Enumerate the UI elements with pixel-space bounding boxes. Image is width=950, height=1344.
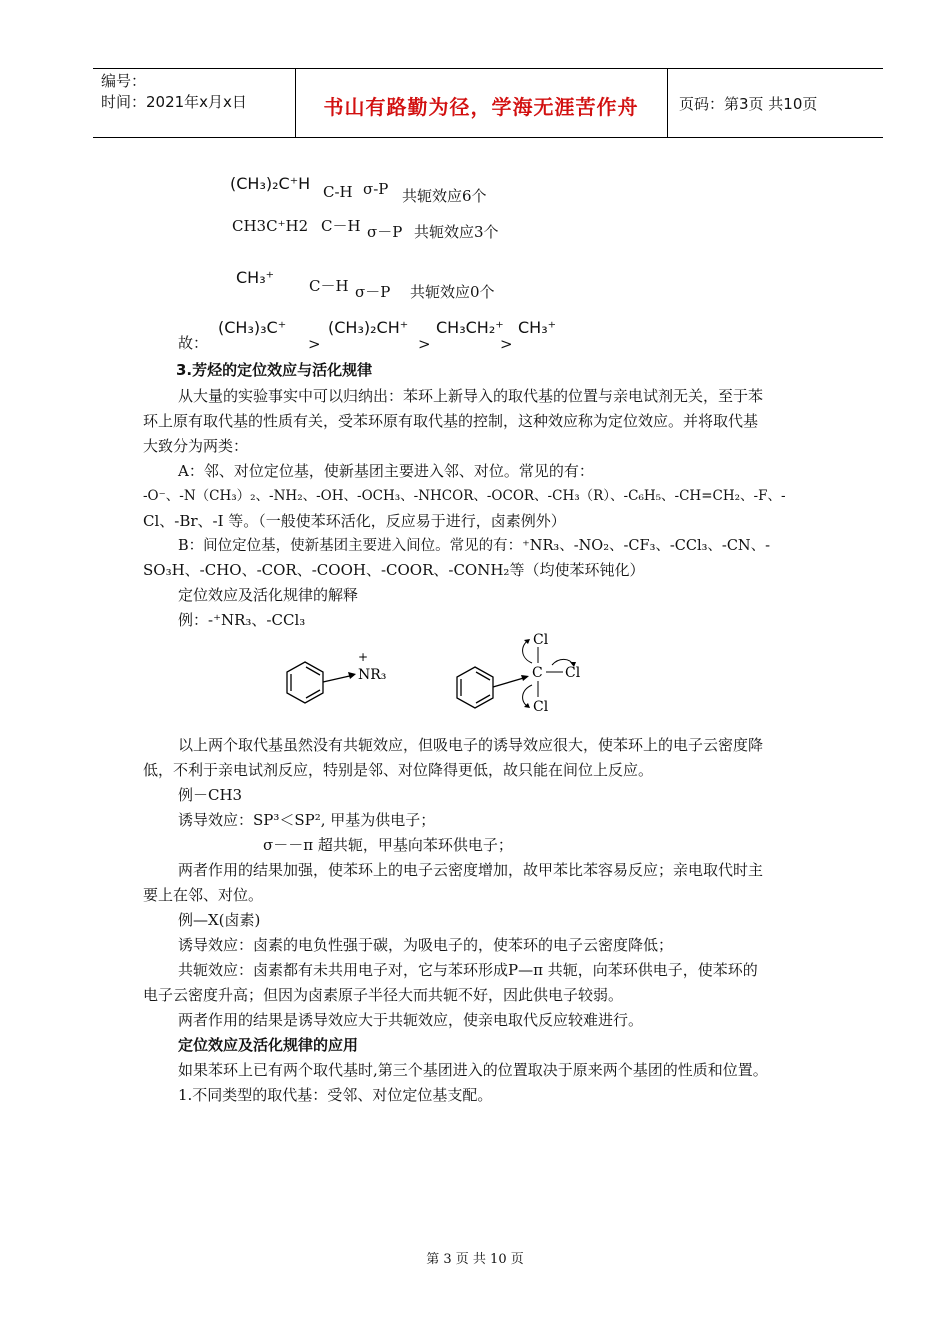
greater-than: > [308, 335, 321, 353]
formula-methyl-cation: CH₃⁺ [236, 268, 275, 287]
benzene-ring [287, 662, 323, 703]
formula-isopropyl-cation: (CH₃)₂C⁺H [230, 174, 311, 193]
nr3-label: NR₃ [358, 667, 387, 683]
paragraph-line: σ－－π 超共轭，甲基向苯环供电子； [263, 836, 513, 854]
time-label: 时间：2021年x月x日 [101, 93, 247, 111]
paragraph-line: 电子云密度升高；但因为卤素原子半径大而共轭不好，因此供电子较弱。 [143, 986, 624, 1004]
page-header [93, 68, 883, 138]
paragraph-line: 环上原有取代基的性质有关，受苯环原有取代基的控制，这种效应称为定位效应。并将取代基 [143, 412, 759, 430]
paragraph-line: 低，不利于亲电试剂反应，特别是邻、对位降得更低，故只能在间位上反应。 [143, 761, 654, 779]
plus-sign: + [358, 650, 369, 664]
page-footer: 第 3 页 共 10 页 [426, 1252, 524, 1267]
greater-than: > [418, 335, 431, 353]
chlorine-label: Cl [533, 699, 549, 715]
paragraph-line: 定位效应及活化规律的解释 [178, 586, 359, 604]
paragraph-line: 例：-⁺NR₃、-CCl₃ [178, 611, 306, 629]
bond-label: C-H [323, 183, 353, 201]
conjugation-count: 共轭效应6个 [402, 187, 487, 205]
conjugation-type: σ－P [367, 223, 403, 241]
substituent-figure [270, 625, 600, 725]
paragraph-line: 两者作用的结果是诱导效应大于共轭效应，使亲电取代反应较难进行。 [178, 1011, 644, 1029]
paragraph-line: SO₃H、-CHO、-COR、-COOH、-COOR、-CONH₂等（均使苯环钝化） [143, 561, 645, 579]
header-divider [667, 69, 668, 137]
paragraph-line: 例—X(卤素) [178, 911, 261, 929]
section-heading: 定位效应及活化规律的应用 [178, 1036, 359, 1054]
formula-tert-butyl-cation: (CH₃)₃C⁺ [218, 318, 287, 337]
carbon-label: C [532, 665, 543, 681]
chlorine-label: Cl [533, 632, 549, 648]
paragraph-line: 两者作用的结果加强，使苯环上的电子云密度增加，故甲苯比苯容易反应；亲电取代时主 [178, 861, 764, 879]
conjugation-count: 共轭效应0个 [410, 283, 495, 301]
number-label: 编号： [101, 72, 147, 90]
conjugation-count: 共轭效应3个 [414, 223, 499, 241]
header-motto: 书山有路勤为径，学海无涯苦作舟 [323, 95, 639, 119]
paragraph-line: 例－CH3 [178, 786, 243, 804]
conjugation-type: σ－P [355, 283, 391, 301]
paragraph-line: 要上在邻、对位。 [143, 886, 264, 904]
benzene-ring [457, 667, 493, 708]
formula-methyl-cation: CH₃⁺ [518, 318, 557, 337]
conjugation-type: σ-P [363, 180, 389, 198]
paragraph-line: 以上两个取代基虽然没有共轭效应，但吸电子的诱导效应很大，使苯环上的电子云密度降 [178, 736, 764, 754]
arrow-to-carbon [493, 675, 529, 687]
paragraph-line: Cl、-Br、-I 等。（一般使苯环活化，反应易于进行，卤素例外） [143, 512, 566, 530]
chlorine-label: Cl [565, 665, 581, 681]
header-info [101, 71, 247, 113]
formula-ethyl-cation: CH3C⁺H2 [232, 217, 309, 235]
greater-than: > [500, 335, 513, 353]
paragraph-line: 从大量的实验事实中可以归纳出：苯环上新导入的取代基的位置与亲电试剂无关，至于苯 [178, 387, 764, 405]
paragraph-line: -O⁻、-N（CH₃）₂、-NH₂、-OH、-OCH₃、-NHCOR、-OCOR、-CH₃（R）、-C₆H₅、-CH=CH₂、-F、- [143, 488, 786, 504]
paragraph-line: 大致分为两类： [143, 437, 249, 455]
conclusion-prefix: 故： [178, 334, 209, 352]
bond-label: C－H [321, 217, 361, 235]
paragraph-line: 共轭效应：卤素都有未共用电子对，它与苯环形成P—π 共轭，向苯环供电子，使苯环的 [178, 961, 758, 979]
paragraph-line: 诱导效应：卤素的电负性强于碳，为吸电子的，使苯环的电子云密度降低； [178, 936, 674, 954]
paragraph-line: 如果苯环上已有两个取代基时,第三个基团进入的位置取决于原来两个基团的性质和位置。 [178, 1061, 768, 1079]
section-heading: 3.芳烃的定位效应与活化规律 [176, 361, 373, 379]
formula-isopropyl-cation: (CH₃)₂CH⁺ [328, 318, 409, 337]
header-page-label: 页码：第3页 共10页 [679, 95, 818, 113]
paragraph-line: 1.不同类型的取代基：受邻、对位定位基支配。 [178, 1086, 493, 1104]
paragraph-line: B：间位定位基，使新基团主要进入间位。常见的有：⁺NR₃、-NO₂、-CF₃、-CCl₃、-CN、- [178, 538, 770, 554]
paragraph-line: 诱导效应：SP³＜SP², 甲基为供电子； [178, 811, 436, 829]
formula-ethyl-cation: CH₃CH₂⁺ [436, 318, 504, 337]
arrow-to-nr3 [323, 672, 356, 682]
paragraph-line: A：邻、对位定位基，使新基团主要进入邻、对位。常见的有： [178, 462, 594, 480]
bond-label: C－H [309, 277, 349, 295]
